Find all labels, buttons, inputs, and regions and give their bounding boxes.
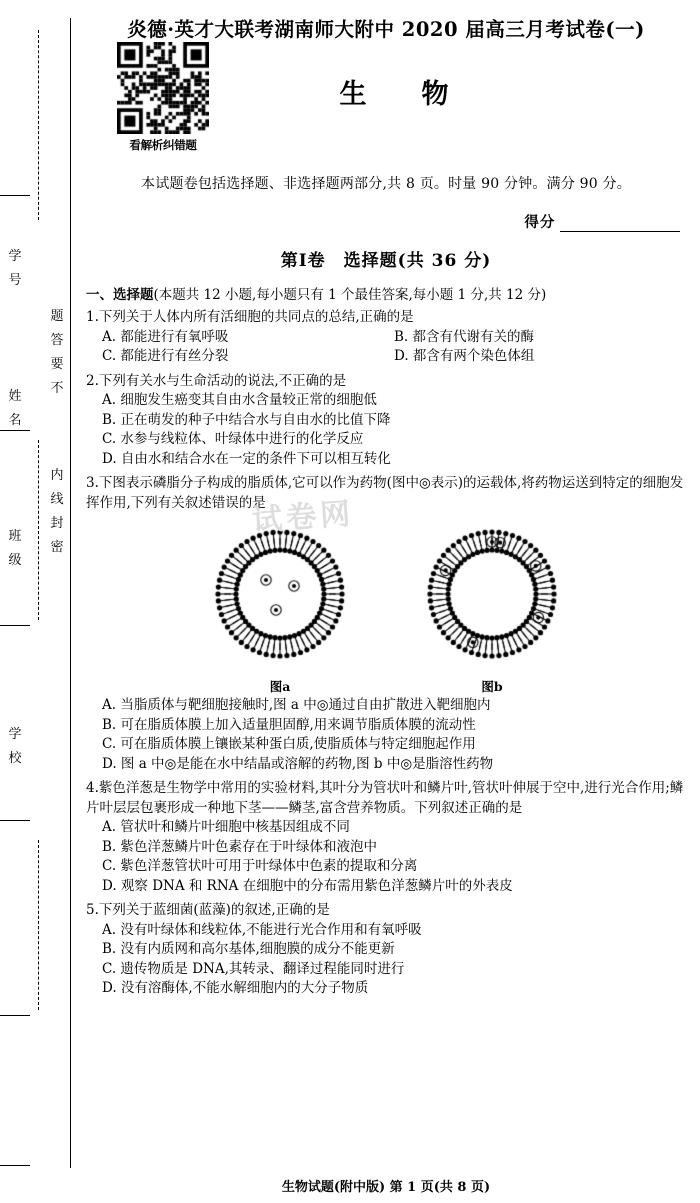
margin-char: 学 [8, 727, 22, 742]
subject-heading: 生 物 [339, 79, 463, 110]
margin-char: 密 [50, 540, 64, 555]
figure-b-caption: 图b [481, 678, 503, 694]
option-a[interactable]: A. 都能进行有氧呼吸 [102, 328, 229, 345]
seal-dash-line-top [38, 30, 39, 220]
section-heading-bold: 一、选择题 [86, 287, 154, 303]
margin-gap [4, 582, 26, 597]
liposome-figure-a-canvas [205, 519, 355, 669]
margin-tick [0, 1165, 30, 1166]
margin-gap [4, 698, 26, 713]
margin-char: 封 [50, 516, 64, 531]
margin-gap [4, 302, 26, 317]
margin-char: 不 [50, 381, 64, 396]
figure-a-caption: 图a [269, 678, 291, 694]
question-5-stem: 5.下列关于蓝细菌(蓝藻)的叙述,正确的是 [86, 902, 330, 918]
margin-gap [4, 669, 26, 684]
margin-char: 校 [8, 751, 22, 766]
qr-caption: 看解析纠错题 [129, 138, 197, 152]
margin-char: 学 [8, 249, 22, 264]
figure-b [417, 519, 567, 696]
option-d[interactable]: D. 没有溶酶体,不能水解细胞内的大分子物质 [102, 980, 369, 996]
option-a[interactable]: A. 没有叶绿体和线粒体,不能进行光合作用和有氧呼吸 [102, 921, 422, 938]
question-4-stem: 4.紫色洋葱是生物学中常用的实验材料,其叶分为管状叶和鳞片叶,管状叶伸展于空中,进行光合作用;鳞片叶层层包裹形成一种地下茎——鳞茎,富含营养物质。下列叙述正确的是 [86, 780, 684, 816]
margin-gap [4, 471, 26, 486]
score-box [86, 211, 686, 232]
question-2-stem: 2.下列有关水与生命活动的说法,不正确的是 [86, 372, 347, 389]
margin-gap [4, 331, 26, 346]
margin-char: 答 [50, 333, 64, 348]
option-b[interactable]: B. 正在萌发的种子中结合水与自由水的比值下降 [102, 411, 391, 428]
exam-page [72, 0, 700, 1203]
margin-gap [4, 360, 26, 375]
margin-char: 级 [8, 553, 22, 568]
option-d[interactable]: D. 图 a 中◎是能在水中结晶或溶解的药物,图 b 中◎是脂溶性药物 [102, 755, 494, 772]
margin-tick [0, 1015, 30, 1016]
margin-gap [46, 439, 68, 454]
margin-char: 题 [50, 309, 64, 324]
option-b[interactable]: B. 紫色洋葱鳞片叶色素存在于叶绿体和液泡中 [102, 838, 378, 855]
margin-char: 要 [50, 357, 64, 372]
option-c[interactable]: C. 可在脂质体膜上镶嵌某种蛋白质,使脂质体与特定细胞起作用 [102, 736, 476, 752]
margin-gap [4, 640, 26, 655]
seal-dash-line-bottom [38, 840, 39, 1010]
margin-char: 线 [50, 492, 64, 507]
watermark-text: 试卷网 [251, 496, 356, 539]
option-c[interactable]: C. 紫色洋葱管状叶可用于叶绿体中色素的提取和分离 [102, 858, 418, 874]
option-b[interactable]: B. 都含有代谢有关的酶 [394, 328, 535, 345]
margin-gap [4, 500, 26, 515]
section-heading [86, 283, 686, 303]
option-b[interactable]: B. 可在脂质体膜上加入适量胆固醇,用来调节脂质体膜的流动性 [102, 716, 476, 733]
margin-vertical-text-inner [46, 300, 68, 564]
question-5 [86, 901, 686, 999]
margin-char: 号 [8, 273, 22, 288]
margin-vertical-text-outer [4, 240, 26, 775]
option-c[interactable]: C. 都能进行有丝分裂 [102, 348, 229, 364]
option-b[interactable]: B. 没有内质网和高尔基体,细胞膜的成分不能更新 [102, 941, 395, 957]
question-1-options [102, 328, 686, 367]
margin-char: 班 [8, 529, 22, 544]
margin-vertical-rule [70, 18, 71, 1168]
figure-a [205, 519, 355, 696]
seal-dash-line-middle [38, 440, 39, 620]
question-3-figures [86, 519, 686, 696]
score-blank[interactable] [560, 218, 680, 232]
option-c[interactable]: C. 遗传物质是 DNA,其转录、翻译过程能同时进行 [102, 960, 405, 977]
margin-char: 姓 [8, 389, 22, 404]
exam-notice: 本试题卷包括选择题、非选择题两部分,共 8 页。时量 90 分钟。满分 90 分。 [141, 176, 631, 192]
option-c[interactable]: C. 水参与线粒体、叶绿体中进行的化学反应 [102, 431, 364, 447]
option-a[interactable]: A. 管状叶和鳞片叶细胞中核基因组成不同 [102, 819, 350, 835]
part-one-title: 第Ⅰ卷 选择题(共 36 分) [280, 251, 492, 271]
margin-char: 内 [50, 468, 64, 483]
liposome-figure-b-canvas [417, 519, 567, 669]
qr-block[interactable] [114, 42, 212, 153]
question-2 [86, 372, 686, 470]
option-d[interactable]: D. 观察 DNA 和 RNA 在细胞中的分布需用紫色洋葱鳞片叶的外表皮 [102, 877, 513, 894]
question-1 [86, 308, 686, 367]
option-d[interactable]: D. 自由水和结合水在一定的条件下可以相互转化 [102, 450, 391, 467]
question-3-stem: 3.下图表示磷脂分子构成的脂质体,它可以作为药物(图中◎表示)的运载体,将药物运送到特定的细胞发挥作用,下列有关叙述错误的是 [86, 475, 684, 511]
option-d[interactable]: D. 都含有两个染色体组 [394, 348, 535, 364]
score-label: 得分 [524, 214, 556, 231]
qr-code[interactable] [117, 42, 209, 134]
left-margin-column [0, 0, 72, 1203]
option-a[interactable]: A. 细胞发生癌变其自由水含量较正常的细胞低 [102, 392, 377, 408]
margin-tick [0, 195, 30, 196]
margin-char: 名 [8, 413, 22, 428]
option-a[interactable]: A. 当脂质体与靶细胞接触时,图 a 中◎通过自由扩散进入靶细胞内 [102, 697, 491, 713]
margin-gap [4, 611, 26, 626]
margin-gap [46, 410, 68, 425]
question-4 [86, 779, 686, 896]
page-footer: 生物试题(附中版) 第 1 页(共 8 页) [281, 1180, 491, 1195]
margin-gap [4, 442, 26, 457]
margin-tick [0, 820, 30, 821]
question-3 [86, 474, 686, 774]
question-1-stem: 1.下列关于人体内所有活细胞的共同点的总结,正确的是 [86, 309, 414, 325]
page-title: 炎德·英才大联考湖南师大附中 2020 届高三月考试卷(一) [127, 18, 645, 41]
section-heading-rest: (本题共 12 小题,每小题只有 1 个最佳答案,每小题 1 分,共 12 分) [153, 287, 547, 303]
